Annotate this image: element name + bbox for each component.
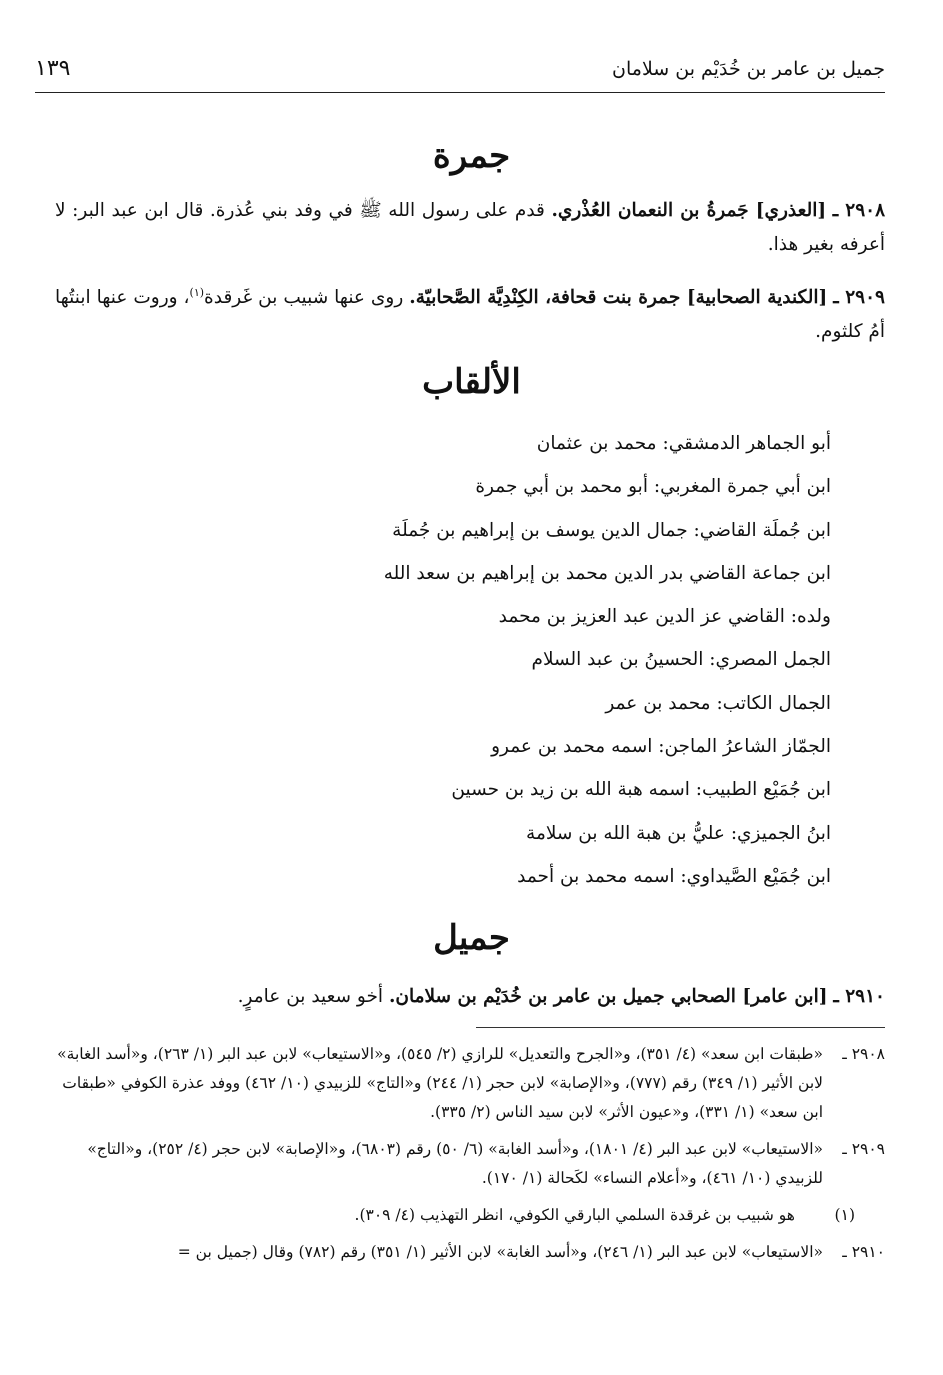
page-header [35, 52, 885, 93]
entry-text: روى عنها شبيب بن غَرقدة [204, 287, 410, 309]
footnote-number: ٢٩١٠ ـ [842, 1243, 885, 1261]
entry-text: قدم على رسول الله ﷺ في وفد بني عُذرة. قال ابن عبد البر: لا أعرفه بغير هذا. [55, 200, 885, 255]
list-item: ابن جُمَيْع الصَّيداوي: اسمه محمد بن أحمد [517, 865, 831, 887]
entry-2910 [55, 980, 885, 1014]
section-title-jamil: جميل [433, 918, 510, 958]
footnote-number: (١) [834, 1206, 855, 1224]
entry-2909 [55, 276, 885, 349]
list-item: ابن جُمَيْع الطبيب: اسمه هبة الله بن زيد بن حسين [451, 779, 831, 801]
list-item: ابنُ الجميزي: عليُّ بن هبة الله بن سلامة [526, 822, 831, 844]
list-item: الجمل المصري: الحسينُ بن عبد السلام [531, 649, 831, 671]
section-title-alqab: الألقاب [422, 362, 521, 402]
list-item: الجمّاز الشاعرُ الماجن: اسمه محمد بن عمرو [491, 736, 831, 758]
list-item: ولده: القاضي عز الدين عبد العزيز بن محمد [498, 606, 831, 628]
entry-2908 [55, 194, 885, 262]
list-item: ابن جُملَة القاضي: جمال الدين يوسف بن إبراهيم بن جُملَة [392, 519, 831, 541]
footnote-2910 [40, 1238, 885, 1267]
footnote-text: «الاستيعاب» لابن عبد البر (١/ ٢٤٦)، و«أسد الغابة» لابن الأثير (١/ ٣٥١) رقم (٧٨٢) وقال (جميل بن = [177, 1243, 823, 1261]
entry-text: أخو سعيد بن عامرٍ. [237, 986, 389, 1007]
footnotes [40, 1040, 885, 1275]
footnote-reference[interactable]: (١) [189, 286, 205, 299]
footnote-1 [40, 1201, 885, 1230]
footnote-text: «الاستيعاب» لابن عبد البر (٤/ ١٨٠١)، و«أسد الغابة» (٦/ ٥٠) رقم (٦٨٠٣)، و«الإصابة» لابن حجر (٤/ ٢٥٢)، و«التاج» للزبيدي (١٠/ ٤٦١)، و«أعلام النساء» لكَحالة (١/ ١٧٠). [87, 1140, 823, 1187]
footnote-number: ٢٩٠٨ ـ [842, 1045, 885, 1063]
entry-text-continued: ، وروت عنها ابنتُها أمُ كلثوم. [55, 287, 885, 343]
entry-number: ٢٩١٠ ـ [833, 986, 885, 1007]
footnote-2909 [40, 1135, 885, 1193]
entry-heading: [الكندية الصحابية] جمرة بنت قحافة، الكِنْدِيَّة الصَّحابيّة. [409, 287, 828, 309]
entry-heading: [العذري] جَمرةُ بن النعمان العُذْري. [551, 200, 827, 221]
alqab-list [384, 422, 831, 898]
footnote-text: هو شبيب بن غرقدة السلمي البارقي الكوفي، انظر التهذيب (٤/ ٣٠٩). [354, 1206, 795, 1224]
running-title: جميل بن عامر بن خُدَيْم بن سلامان [612, 58, 885, 80]
page-number: ١٣٩ [35, 56, 71, 81]
footnote-text: «طبقات ابن سعد» (٤/ ٣٥١)، و«الجرح والتعديل» للرازي (٢/ ٥٤٥)، و«الاستيعاب» لابن عبد البر (١/ ٢٦٣)، و«أسد الغابة» لابن الأثير (١/ ٣٤٩) رقم (٧٧٧)، و«الإصابة» لابن حجر (١/ ٢٤٤) و«التاج» للزبيدي (١٠/ ٤٦٢) ووفد عذرة الكوفي «طبقات ابن سعد» (١/ ٣٣١)، و«عيون الأثر» لابن سيد الناس (٢/ ٣٣٥). [57, 1045, 823, 1121]
entry-heading: [ابن عامر] الصحابي جميل بن عامر بن خُدَيْم بن سلامان. [388, 986, 828, 1007]
list-item: ابن جماعة القاضي بدر الدين محمد بن إبراهيم بن سعد الله [383, 562, 831, 584]
list-item: أبو الجماهر الدمشقي: محمد بن عثمان [536, 433, 831, 454]
entry-number: ٢٩٠٩ ـ [833, 287, 885, 309]
footnote-2908 [40, 1040, 885, 1127]
entry-number: ٢٩٠٨ ـ [832, 200, 886, 221]
section-title-jamra: جمرة [432, 136, 511, 176]
list-item: ابن أبي جمرة المغربي: أبو محمد بن أبي جمرة [475, 476, 831, 498]
footnote-number: ٢٩٠٩ ـ [842, 1140, 885, 1158]
list-item: الجمال الكاتب: محمد بن عمر [605, 692, 831, 714]
footnote-separator [476, 1027, 885, 1028]
